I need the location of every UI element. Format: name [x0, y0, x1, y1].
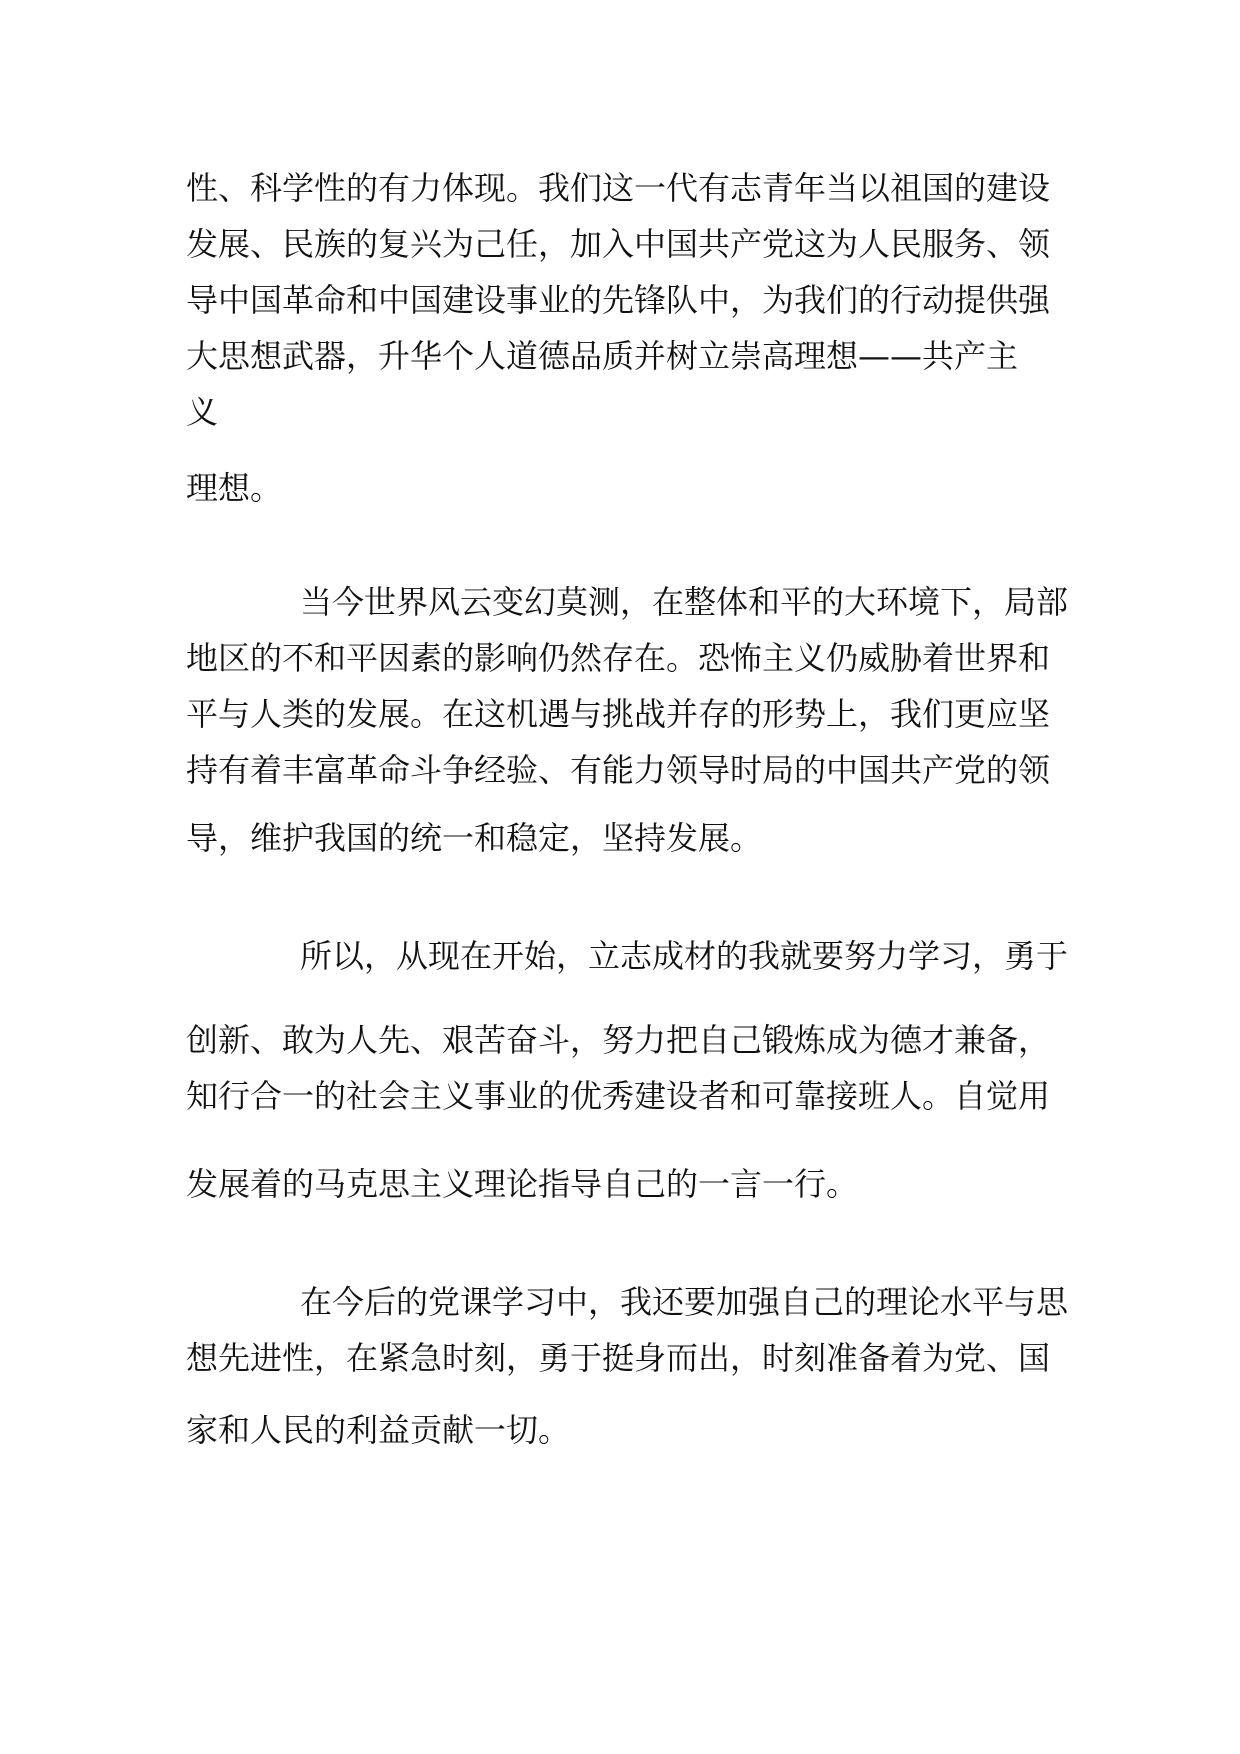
text-line: 创新、敢为人先、艰苦奋斗，努力把自己锻炼成为德才兼备， — [186, 1021, 1051, 1059]
text-line: 家和人民的利益贡献一切。 — [186, 1411, 571, 1449]
text-line: 所以，从现在开始，立志成材的我就要努力学习，勇于 — [300, 937, 1069, 975]
text-line: 大思想武器，升华个人道德品质并树立崇高理想——共产主 — [186, 337, 1019, 375]
text-line: 导中国革命和中国建设事业的先锋队中，为我们的行动提供强 — [186, 281, 1051, 319]
text-line: 地区的不和平因素的影响仍然存在。恐怖主义仍威胁着世界和 — [186, 639, 1051, 677]
text-line: 当今世界风云变幻莫测，在整体和平的大环境下，局部 — [300, 583, 1069, 621]
text-line: 义 — [186, 393, 219, 431]
text-line: 发展、民族的复兴为己任，加入中国共产党这为人民服务、领 — [186, 225, 1051, 263]
text-line: 持有着丰富革命斗争经验、有能力领导时局的中国共产党的领 — [186, 751, 1051, 789]
text-line: 平与人类的发展。在这机遇与挑战并存的形势上，我们更应坚 — [186, 695, 1051, 733]
text-line: 导，维护我国的统一和稳定，坚持发展。 — [186, 819, 763, 857]
text-line: 想先进性，在紧急时刻，勇于挺身而出，时刻准备着为党、国 — [186, 1339, 1051, 1377]
text-line: 性、科学性的有力体现。我们这一代有志青年当以祖国的建设 — [186, 169, 1051, 207]
text-line: 发展着的马克思主义理论指导自己的一言一行。 — [186, 1165, 859, 1203]
text-line: 在今后的党课学习中，我还要加强自己的理论水平与思 — [300, 1283, 1069, 1321]
text-line: 理想。 — [186, 469, 283, 507]
text-line: 知行合一的社会主义事业的优秀建设者和可靠接班人。自觉用 — [186, 1077, 1051, 1115]
